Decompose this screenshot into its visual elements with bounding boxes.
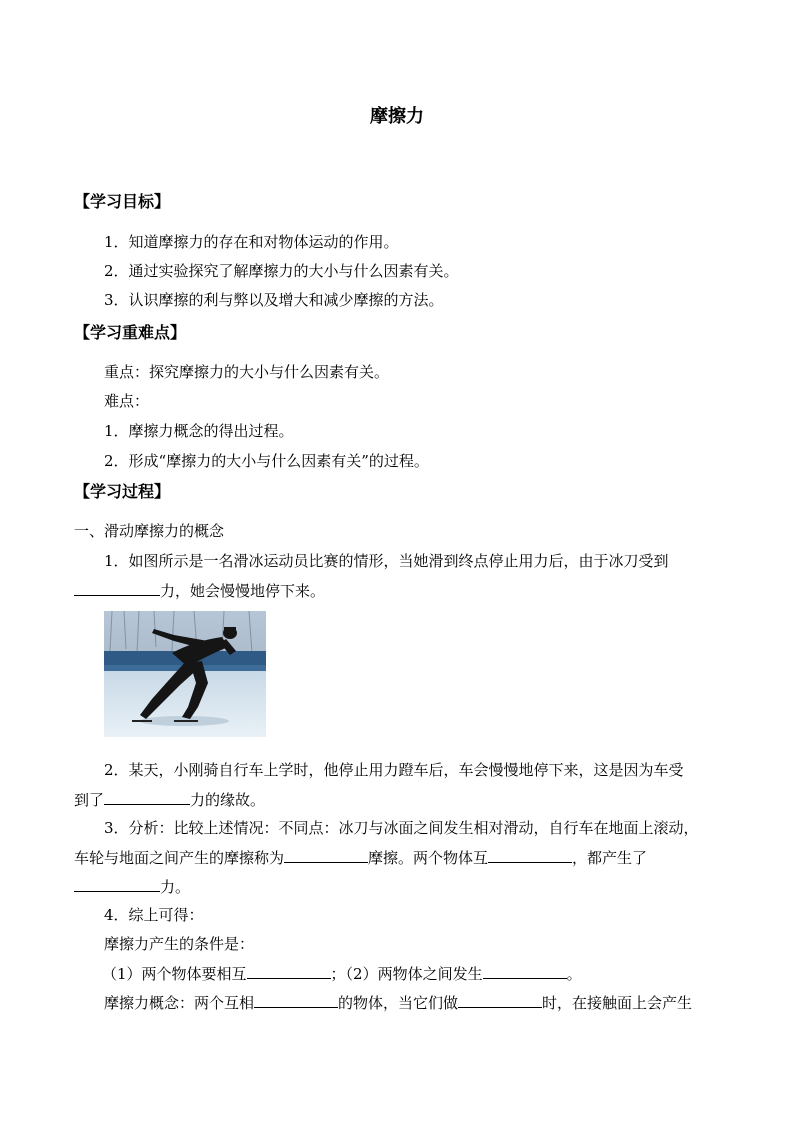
q4-condition-title: 摩擦力产生的条件是： [104, 935, 255, 953]
answer-blank[interactable] [74, 580, 160, 596]
answer-blank[interactable] [74, 876, 160, 892]
keypoints-heading: 【学习重难点】 [74, 323, 187, 342]
difficulty-item-1: 1．摩擦力概念的得出过程。 [104, 422, 294, 440]
q4-conditions: （1）两个物体要相互 ；（2）两物体之间发生 。 [102, 965, 582, 983]
process-subheading: 一、滑动摩擦力的概念 [74, 522, 225, 540]
speed-skater-image [104, 611, 266, 737]
focus-text: 重点：探究摩擦力的大小与什么因素有关。 [104, 363, 390, 381]
q4-concept: 摩擦力概念：两个互相 的物体，当它们做 时，在接触面上会产生 [104, 994, 693, 1012]
q3-line1: 3．分析：比较上述情况：不同点：冰刀与冰面之间发生相对滑动，自行车在地面上滚动， [104, 819, 699, 837]
answer-blank[interactable] [458, 992, 542, 1008]
answer-blank[interactable] [254, 992, 338, 1008]
speed-skater-photo [104, 611, 266, 737]
q1-line2: 力，她会慢慢地停下来。 [74, 580, 325, 601]
q1-line1: 1．如图所示是一名滑冰运动员比赛的情形，当她滑到终点停止用力后，由于冰刀受到 [104, 552, 669, 570]
process-heading: 【学习过程】 [74, 482, 171, 501]
goal-item-1: 1．知道摩擦力的存在和对物体运动的作用。 [104, 233, 399, 251]
answer-blank[interactable] [483, 963, 567, 979]
answer-blank[interactable] [247, 963, 331, 979]
goals-heading: 【学习目标】 [74, 192, 171, 211]
answer-blank[interactable] [104, 789, 190, 805]
q3-line3: 力。 [74, 876, 190, 897]
difficulty-item-2: 2．形成“摩擦力的大小与什么因素有关”的过程。 [104, 452, 429, 470]
answer-blank[interactable] [488, 847, 572, 863]
q2-line2: 到了 力的缘故。 [74, 791, 266, 809]
goal-item-3: 3．认识摩擦的利与弊以及增大和减少摩擦的方法。 [104, 291, 444, 309]
goal-item-2: 2．通过实验探究了解摩擦力的大小与什么因素有关。 [104, 262, 459, 280]
answer-blank[interactable] [284, 847, 368, 863]
q3-line2: 车轮与地面之间产生的摩擦称为 摩擦。两个物体互 ，都产生了 [74, 849, 648, 867]
q4-line1: 4．综上可得： [104, 906, 204, 924]
page-title: 摩擦力 [370, 106, 424, 127]
difficulty-label: 难点： [104, 392, 150, 410]
q2-line1: 2．某天，小刚骑自行车上学时，他停止用力蹬车后，车会慢慢地停下来，这是因为车受 [104, 761, 684, 779]
